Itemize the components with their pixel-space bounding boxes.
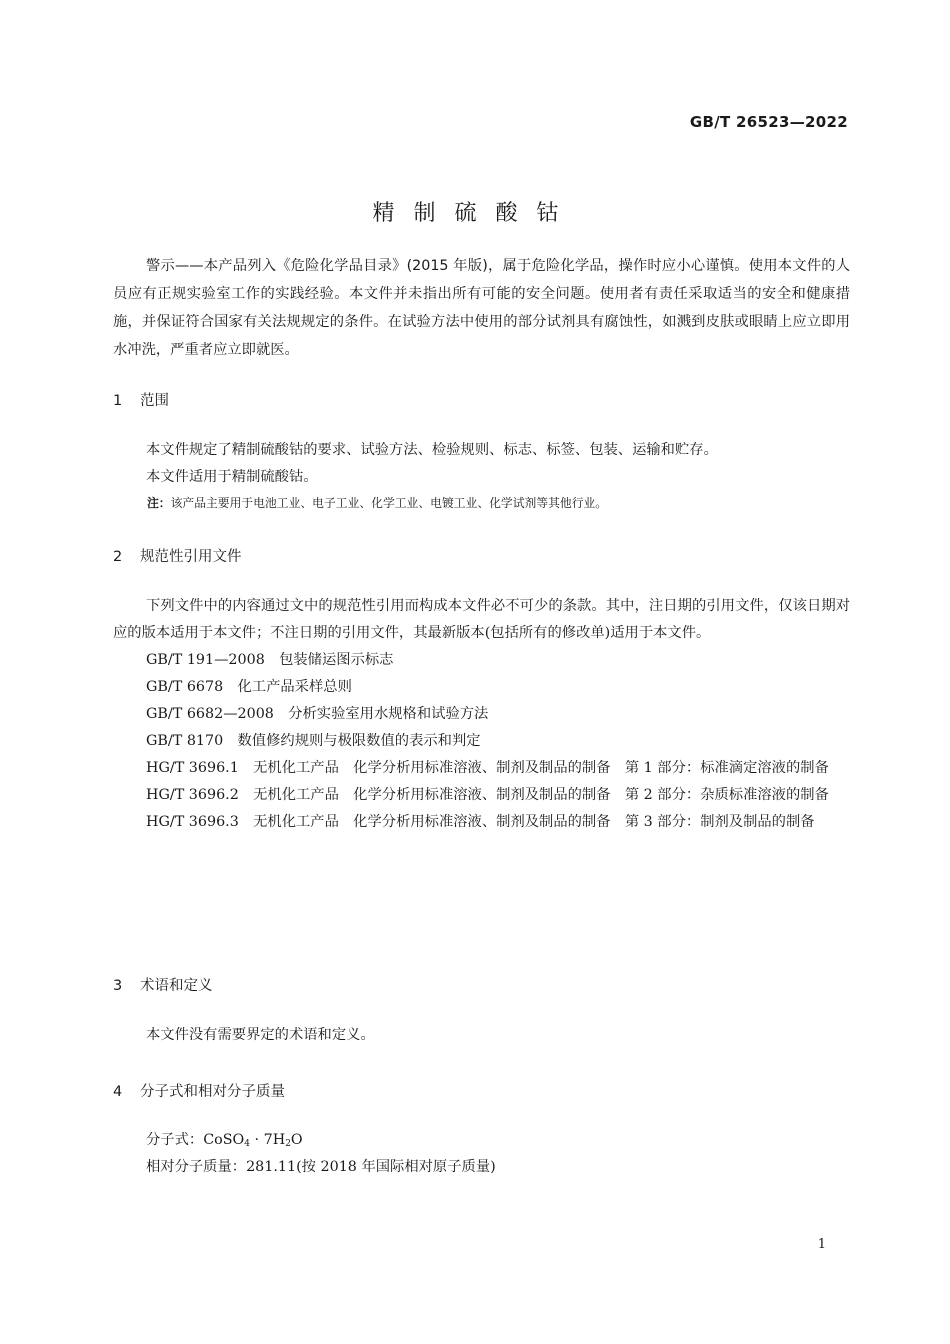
section-number: 1 [113,393,123,409]
section-title: 范围 [140,393,169,409]
reference-item: GB/T 191—2008 包装储运图示标志 [146,652,394,668]
page-number: 1 [817,1237,826,1252]
section-4-heading [113,1080,285,1101]
scope-note [147,494,607,511]
standard-code: GB/T 26523—2022 [689,113,848,131]
formula-subscript: 4 [244,1139,250,1149]
formula-part: O [290,1132,303,1148]
formula-part: CoSO [203,1132,245,1148]
note-label: 注： [147,496,171,510]
terms-paragraph: 本文件没有需要界定的术语和定义。 [146,1027,375,1043]
formula-subscript: 2 [285,1139,291,1149]
relative-molecular-mass: 相对分子质量：281.11(按 2018 年国际相对原子质量) [146,1159,496,1175]
document-title: 精制硫酸钴 [372,201,578,226]
section-title: 分子式和相对分子质量 [140,1084,285,1100]
warning-paragraph: 警示——本产品列入《危险化学品目录》(2015 年版)，属于危险化学品，操作时应小心谨慎。使用本文件的人员应有正规实验室工作的实践经验。本文件并未指出所有可能的安全问题。使用者有责任采取适当的安全和健康措施，并保证符合国家有关法规规定的条件。在试验方法中使用的部分试剂具有腐蚀性，如溅到皮肤或眼睛上应立即用水冲洗，严重者应立即就医。 [113,258,850,358]
section-3-heading [113,974,213,995]
reference-item: GB/T 6678 化工产品采样总则 [146,679,352,695]
section-title: 规范性引用文件 [140,549,242,565]
section-number: 2 [113,549,123,565]
scope-paragraph-2: 本文件适用于精制硫酸钴。 [146,469,318,485]
section-2-heading [113,545,242,566]
references-intro: 下列文件中的内容通过文中的规范性引用而构成本文件必不可少的条款。其中，注日期的引用文件，仅该日期对应的版本适用于本文件；不注日期的引用文件，其最新版本(包括所有的修改单)适用于本文件。 [113,598,850,641]
reference-item: GB/T 6682—2008 分析实验室用水规格和试验方法 [146,706,489,722]
reference-item: HG/T 3696.2 无机化工产品 化学分析用标准溶液、制剂及制品的制备 第 2 部分：杂质标准溶液的制备 [146,787,829,803]
section-1-heading [113,389,169,410]
formula-label: 分子式： [146,1132,204,1148]
section-number: 4 [113,1084,123,1100]
references-block [113,593,850,836]
note-text: 该产品主要用于电池工业、电子工业、化学工业、电镀工业、化学试剂等其他行业。 [170,496,608,510]
formula-part: · 7H [249,1132,286,1148]
reference-item: HG/T 3696.3 无机化工产品 化学分析用标准溶液、制剂及制品的制备 第 3 部分：制剂及制品的制备 [146,814,815,830]
reference-item: GB/T 8170 数值修约规则与极限数值的表示和判定 [146,733,481,749]
reference-item: HG/T 3696.1 无机化工产品 化学分析用标准溶液、制剂及制品的制备 第 1 部分：标准滴定溶液的制备 [146,760,829,776]
section-title: 术语和定义 [140,978,213,994]
scope-paragraph-1: 本文件规定了精制硫酸钴的要求、试验方法、检验规则、标志、标签、包装、运输和贮存。 [146,442,718,458]
section-number: 3 [113,978,123,994]
